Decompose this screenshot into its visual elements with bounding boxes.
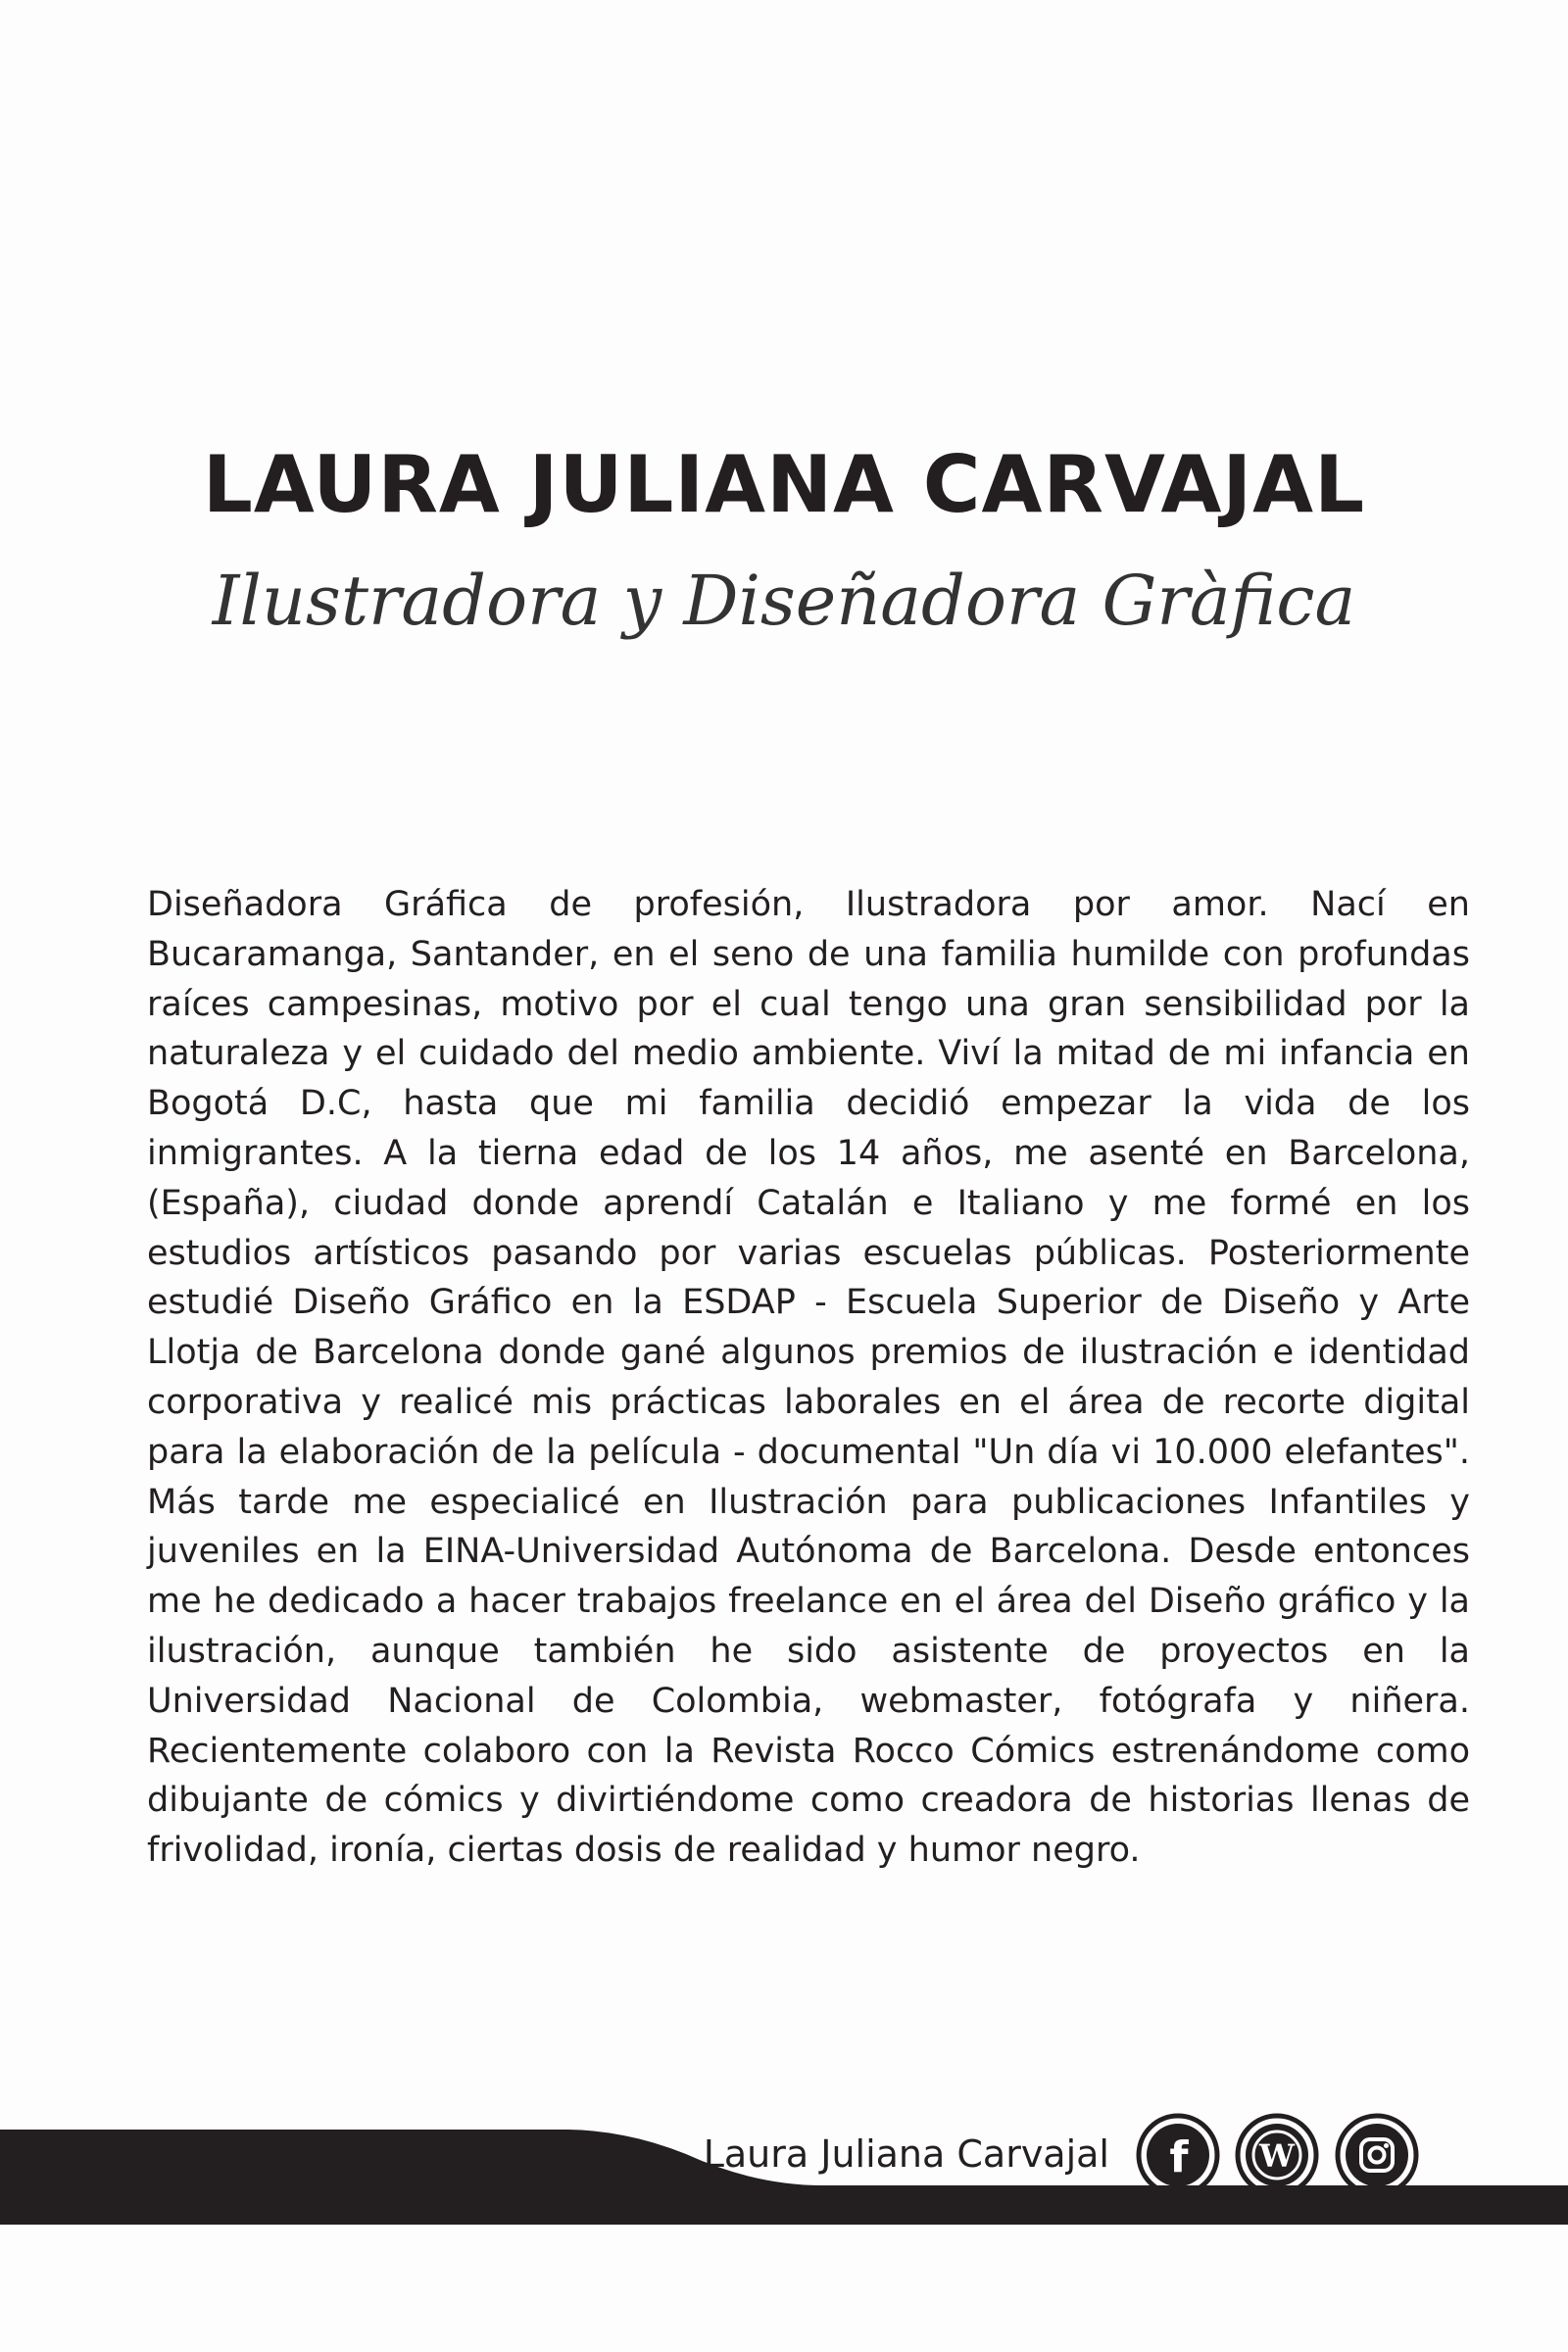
page-title: LAURA JULIANA CARVAJAL xyxy=(202,439,1366,530)
bio-paragraph: Diseñadora Gráfica de profesión, Ilustradora por amor. Nací en Bucaramanga, Santander, en el seno de una familia humilde con profundas raíces campesinas, motivo por el cual tengo una gran sensibilidad por la naturaleza y el cuidado del medio ambiente. Viví la mitad de mi infancia en Bogotá D.C, hasta que mi familia decidió empezar la vida de los inmigrantes. A la tierna edad de los 14 años, me asenté en Barcelona, (España), ciudad donde aprendí Catalán e Italiano y me formé en los estudios artísticos pasando por varias escuelas públicas. Posteriormente estudié Diseño Gráfico en la ESDAP - Escuela Superior de Diseño y Arte Llotja de Barcelona donde gané algunos premios de ilustración e identidad corporativa y realicé mis prácticas laborales en el área de recorte digital para la elaboración de la película - documental "Un día vi 10.000 elefantes". Más tarde me especialicé en Ilustración para publicaciones Infantiles y juveniles en la EINA-Universidad Autónoma de Barcelona. Desde entonces me he dedicado a hacer trabajos freelance en el área del Diseño gráfico y la ilustración, aunque también he sido asistente de proyectos en la Universidad Nacional de Colombia, webmaster, fotógrafa y niñera. Recientemente colaboro con la Revista Rocco Cómics estrenándome como dibujante de cómics y divirtiéndome como creadora de historias llenas de frivolidad, ironía, ciertas dosis de realidad y humor negro. xyxy=(147,885,1470,1871)
wordpress-glyph: W xyxy=(1259,2137,1295,2175)
facebook-glyph: f xyxy=(1169,2132,1189,2182)
facebook-icon[interactable] xyxy=(1136,2113,1220,2197)
wordpress-icon[interactable] xyxy=(1235,2113,1319,2197)
footer-author-name: Laura Juliana Carvajal xyxy=(703,2132,1109,2176)
page-subtitle: Ilustradora y Diseñadora Gràfica xyxy=(212,561,1356,641)
instagram-icon[interactable] xyxy=(1335,2113,1419,2197)
